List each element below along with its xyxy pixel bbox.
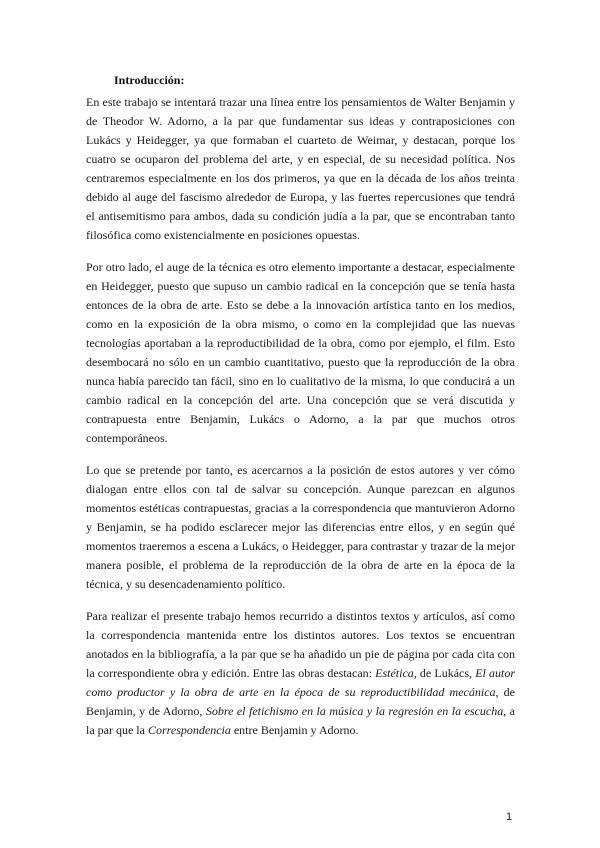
text-run: En este trabajo se intentará trazar una línea entre los pensamientos de Walter Benjamin y de Theodor W. Adorno, a la par que fundamentar sus ideas y contraposiciones con Lukács y Heidegger, ya que formaban el cuarteto de Weimar, y destacan, porque los cuatro se ocuparon del problema del arte, y en especial, de su necesidad política. Nos centraremos especialmente en los dos primeros, ya que en la década de los años treinta debido al auge del fascismo alrededor de Europa, y las fuertes repercusiones que tendrá el antisemitismo para ambos, dada su condición judía a la par, que se encontraban tanto filosófica como existencialmente en posiciones opuestas. (86, 95, 515, 242)
paragraph (86, 607, 515, 740)
italic-title: Correspondencia (147, 723, 231, 737)
italic-title: Sobre el fetichismo en la música y la regresión en la escucha (205, 704, 504, 718)
italic-title: Estética (375, 666, 414, 680)
page-number: 1 (506, 811, 513, 823)
text-run: , de Lukács, (413, 666, 476, 680)
text-run: Lo que se pretende por tanto, es acercarnos a la posición de estos autores y ver cómo dialogan entre ellos con tal de salvar su concepción. Aunque parezcan en algunos momentos estéticas contrapuestas, gracias a la correspondencia que mantuvieron Adorno y Benjamin, se ha podido esclarecer mejor las diferencias entre ellos, y en según qué momentos traeremos a escena a Lukács, o Heidegger, para contrastar y trazar de la mejor manera posible, el problema de la reproducción de la obra de arte en la época de la técnica, y su desencadenamiento político. (86, 463, 515, 591)
text-run: entre Benjamin y Adorno. (230, 723, 359, 737)
text-run: , a la par que la (86, 704, 516, 737)
text-run: , de Benjamin, y de Adorno, (86, 685, 516, 718)
paragraph (86, 93, 515, 245)
paragraph (86, 461, 515, 594)
text-run: Para realizar el presente trabajo hemos recurrido a distintos textos y artículos, así como la correspondencia mantenida entre los distintos autores. Los textos se encuentran anotados en la bibliografía, a la par que se ha añadido un pie de página por cada cita con la correspondiente obra y edición. Entre las obras destacan: (86, 609, 515, 680)
paragraph (86, 258, 515, 448)
italic-title: El autor como productor y la obra de arte en la época de su reproductibilidad mecánica (86, 666, 516, 699)
body-text (86, 93, 515, 753)
text-run: Por otro lado, el auge de la técnica es otro elemento importante a destacar, especialmente en Heidegger, puesto que supuso un cambio radical en la concepción que se tenía hasta entonces de la obra de arte. Esto se debe a la innovación artística tanto en los medios, como en la exposición de la obra mismo, o como en la complejidad que las nuevas tecnologías aportaban a la reproductibilidad de la obra, como por ejemplo, el film. Esto desembocará no sólo en un cambio cuantitativo, puesto que la reproducción de la obra nunca había parecido tan fácil, sino en lo cualitativo de la misma, lo que conducirá a un cambio radical en la concepción del arte. Una concepción que se verá discutida y contrapuesta entre Benjamin, Lukács o Adorno, a la par que muchos otros contemporáneos. (86, 260, 515, 445)
section-heading: Introducción: (114, 73, 185, 87)
